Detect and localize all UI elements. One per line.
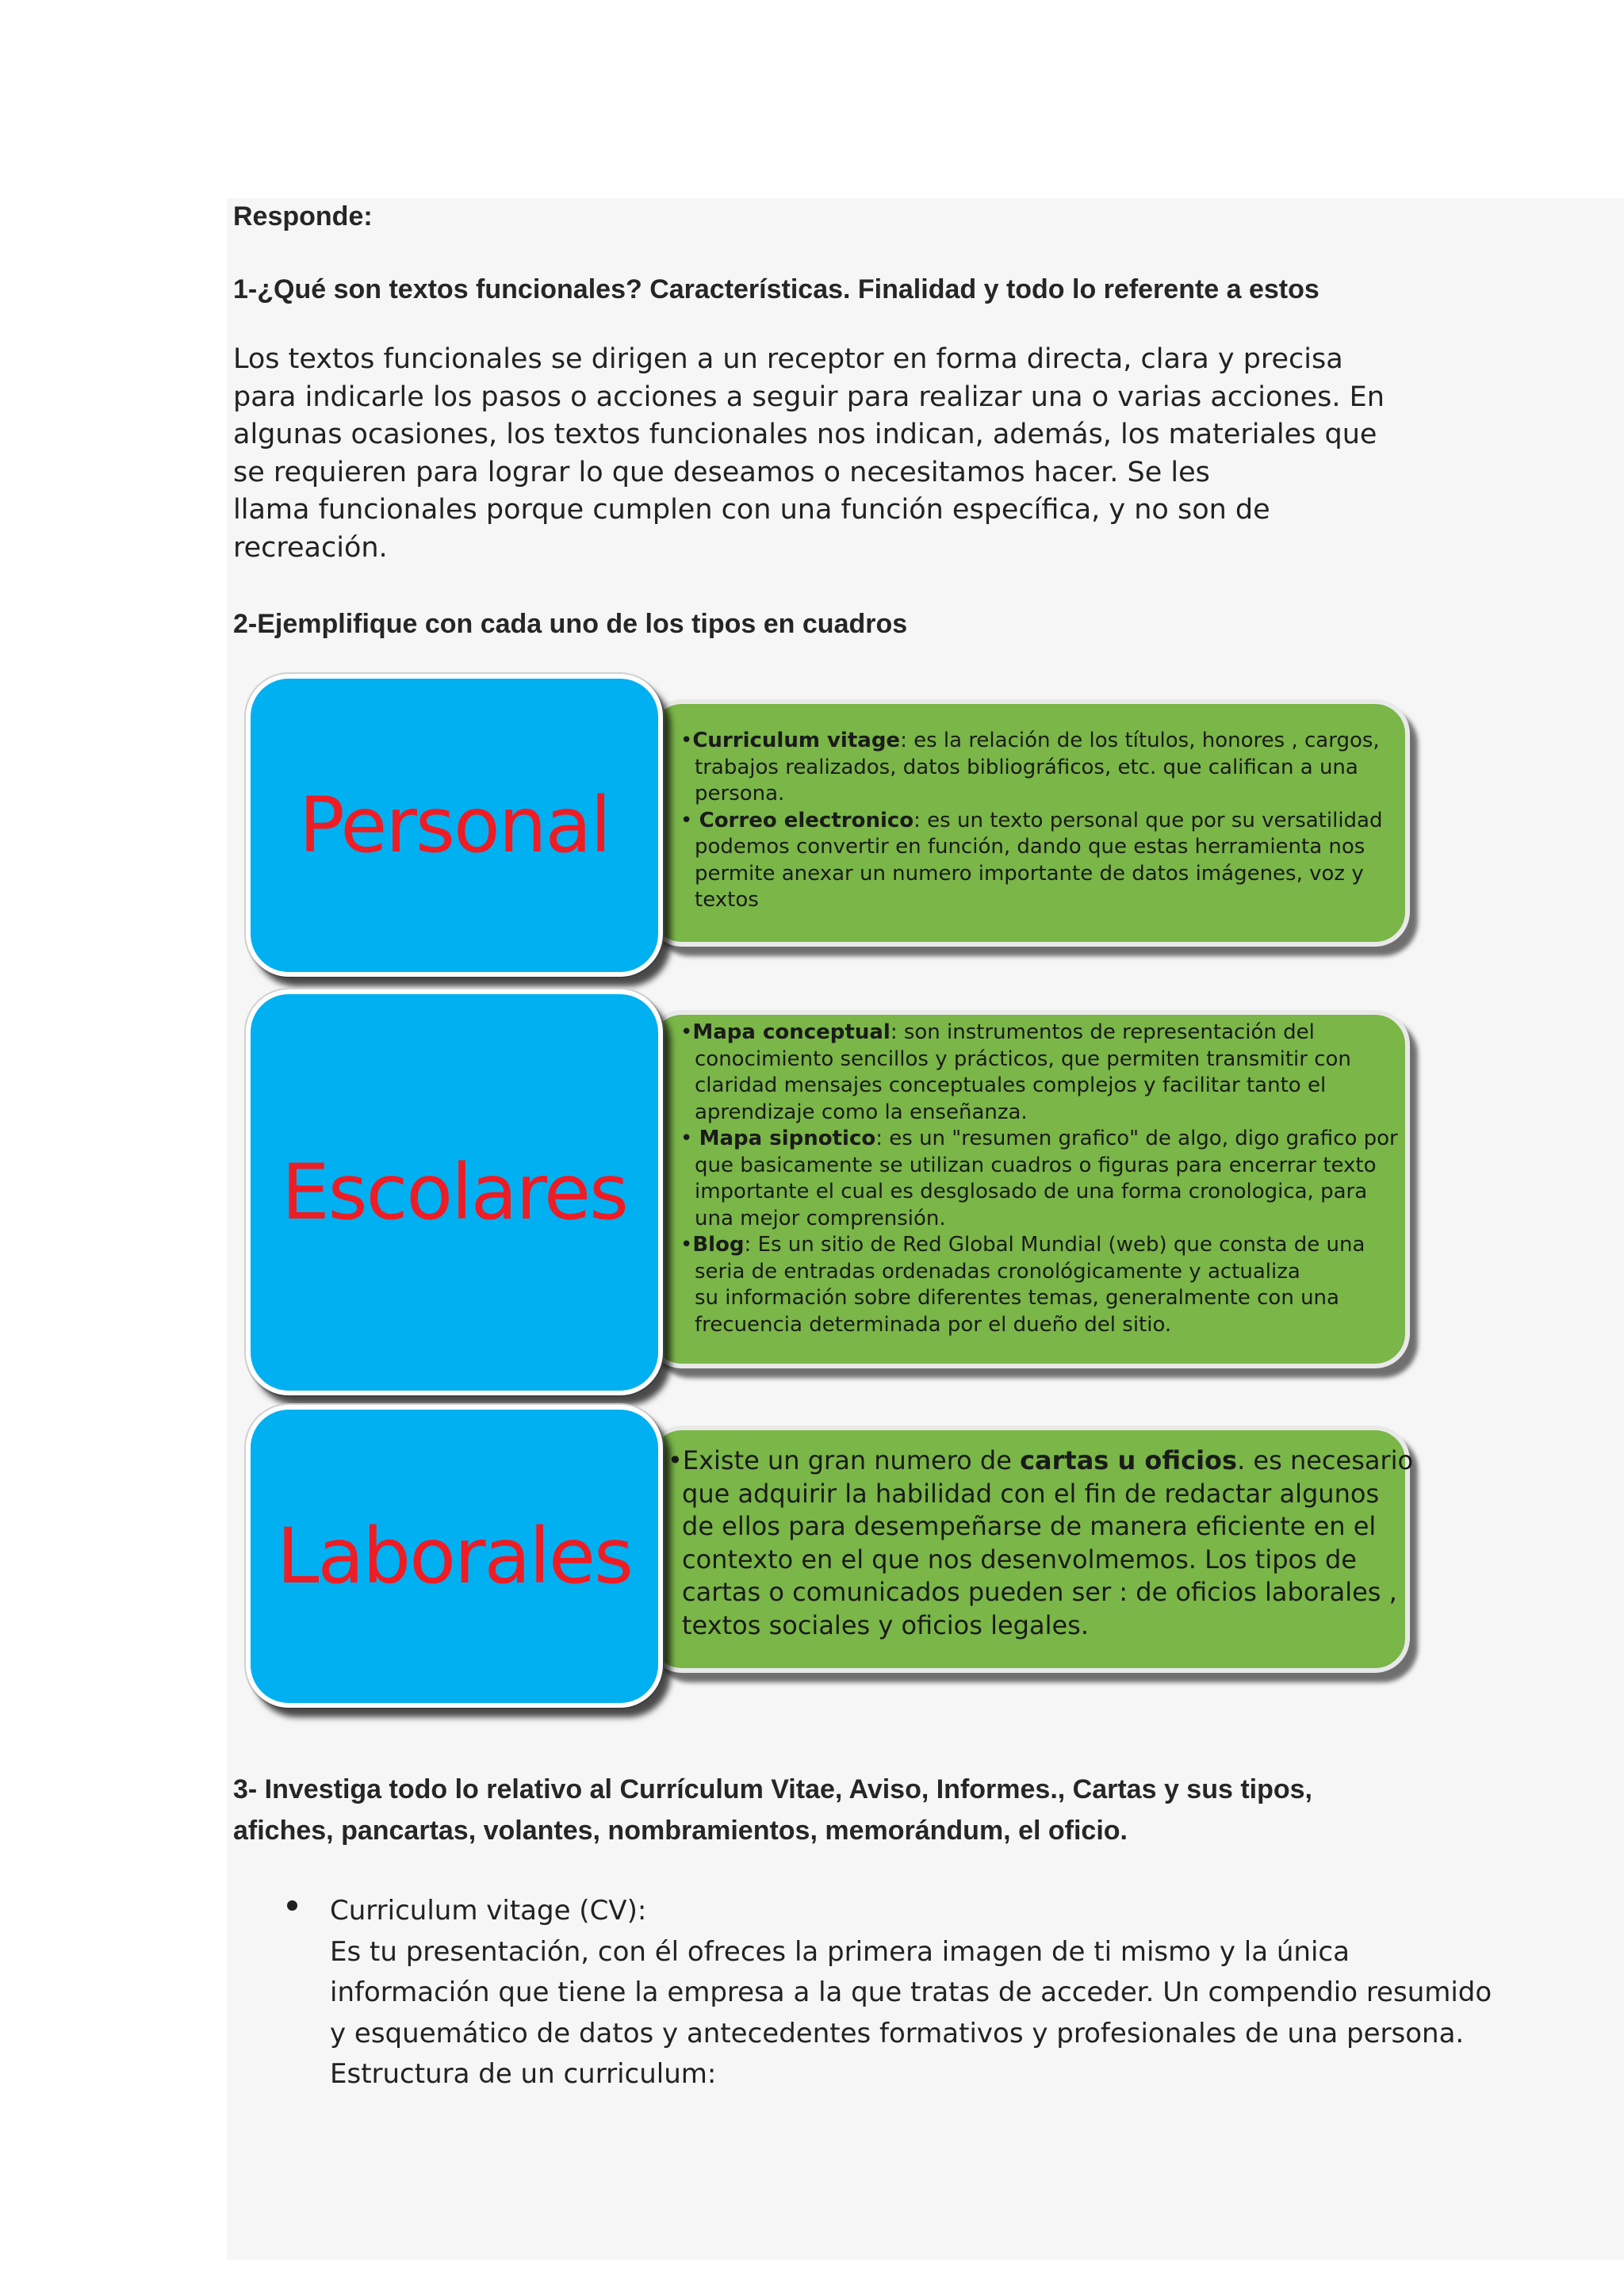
answer-line: recreación.	[233, 531, 388, 564]
heading-responde: Responde:	[233, 201, 373, 232]
term-cartas-u-oficios: cartas u oficios	[1020, 1445, 1238, 1475]
term-curriculum: Curriculum vitage	[692, 729, 901, 752]
question-2-title: 2-Ejemplifique con cada uno de los tipos en cuadros	[233, 609, 908, 639]
personal-label: Personal	[298, 781, 611, 870]
answer-line: para indicarle los pasos o acciones a seguir para realizar una o varias acciones. En	[233, 381, 1385, 413]
question-3-title-line-1: 3- Investiga todo lo relativo al Currículum Vitae, Aviso, Informes., Cartas y sus tipos,	[233, 1774, 1312, 1804]
answer-line: Los textos funcionales se dirigen a un receptor en forma directa, clara y precisa	[233, 343, 1343, 375]
answer-line: algunas ocasiones, los textos funcionales nos indican, además, los materiales que	[233, 419, 1377, 450]
escolares-label: Escolares	[281, 1148, 628, 1237]
list-item-line: Es tu presentación, con él ofreces la primera imagen de ti mismo y la única	[330, 1935, 1350, 1968]
answer-line: se requieren para lograr lo que deseamos o necesitamos hacer. Se les	[233, 456, 1210, 488]
escolares-label-box	[246, 989, 663, 1395]
term-mapa-sipnotico: Mapa sipnotico	[699, 1127, 876, 1150]
personal-label-box	[246, 674, 663, 977]
laborales-description-text: •Existe un gran numero de cartas u oficios. es necesario que adquirir la habilidad con el fin de redactar algunos de ellos para desempeñarse de manera eficiente en el contexto en el que nos desenvolmemos. Los tipos de cartas o comunicados pueden ser : de oficios laborales , textos sociales y oficios legales.	[668, 1445, 1414, 1640]
question-3-title-line-2: afiches, pancartas, volantes, nombramientos, memorándum, el oficio.	[233, 1816, 1128, 1846]
term-mapa-conceptual: Mapa conceptual	[692, 1020, 891, 1044]
text-types-diagram	[235, 658, 1424, 1720]
cv-list-item	[330, 1891, 1492, 2095]
answer-line: llama funcionales porque cumplen con una función específica, y no son de	[233, 494, 1270, 526]
laborales-label: Laborales	[276, 1512, 633, 1601]
personal-description-text: •Curriculum vitage: es la relación de los títulos, honores , cargos, trabajos realizados, datos bibliográficos, etc. que califican a una persona. • Correo electronico: es un texto personal que por su versatilidad podemos convertir en función, dando que estas herramienta nos permite anexar un numero importante de datos imágenes, voz y textos	[680, 729, 1383, 912]
list-bullet-icon	[287, 1900, 297, 1911]
escolares-description-text: •Mapa conceptual: son instrumentos de representación del conocimiento sencillos y prácticos, que permiten transmitir con claridad mensajes conceptuales complejos y facilitar tanto el aprendizaje como la enseñanza. • Mapa sipnotico: es un "resumen grafico" de algo, digo grafico por que basicamente se utilizan cuadros o figuras para encerrar texto importante el cual es desglosado de una forma cronologica, para una mejor comprensión. •Blog: Es un sitio de Red Global Mundial (web) que consta de una seria de entradas ordenadas cronológicamente y actualiza su información sobre diferentes temas, generalmente con una frecuencia determinada por el dueño del sitio.	[680, 1020, 1398, 1337]
list-item-line: Estructura de un curriculum:	[330, 2058, 717, 2090]
question-1-answer	[233, 341, 1407, 567]
list-item-line: Curriculum vitage (CV):	[330, 1895, 647, 1927]
term-blog: Blog	[692, 1233, 745, 1257]
question-1-title: 1-¿Qué son textos funcionales? Características. Finalidad y todo lo referente a estos	[233, 274, 1320, 304]
list-item-line: y esquemático de datos y antecedentes formativos y profesionales de una persona.	[330, 2017, 1465, 2049]
list-item-line: información que tiene la empresa a la que tratas de acceder. Un compendio resumido	[330, 1976, 1492, 2008]
term-correo: Correo electronico	[699, 808, 914, 832]
laborales-label-box	[246, 1405, 663, 1708]
